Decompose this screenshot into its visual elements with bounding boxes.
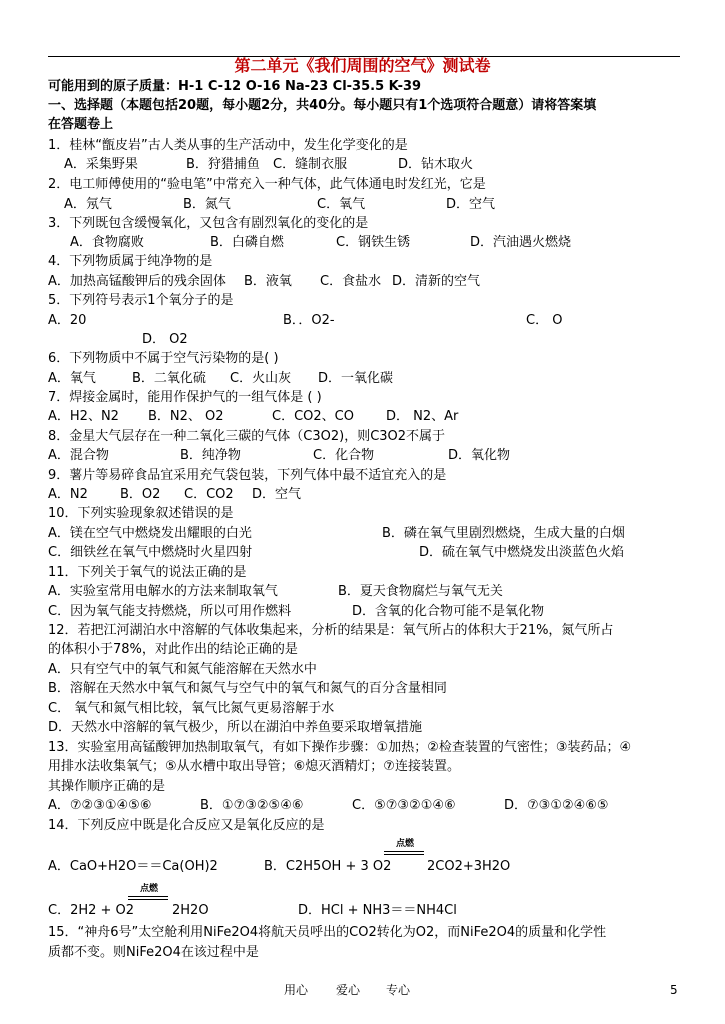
option-c: C．食盐水 [320, 274, 382, 289]
option-b: B．①⑦③②⑤④⑥ [200, 798, 304, 813]
option-a: A．只有空气中的氧气和氮气能溶解在天然水中 [48, 662, 317, 677]
question-stem: 9．薯片等易碎食品宜采用充气袋包装，下列气体中最不适宜充入的是 [48, 468, 447, 483]
option-b: B．夏天食物腐烂与氧气无关 [338, 584, 503, 599]
option-c: C． 氧气和氮气相比较，氧气比氮气更易溶解于水 [48, 701, 335, 716]
equation-bar [128, 896, 168, 897]
option-b: B．白磷自燃 [210, 235, 284, 250]
reaction-condition: 点燃 [140, 884, 159, 894]
option-b: B．狩猎捕鱼 [186, 157, 260, 172]
question-stem: 8．金星大气层存在一种二氧化三碳的气体（C3O2)，则C3O2不属于 [48, 429, 446, 444]
equation-bar [384, 851, 424, 852]
option-a: A．CaO+H2O＝＝Ca(OH)2 [48, 859, 218, 874]
question-stem: 6．下列物质中不属于空气污染物的是( ) [48, 351, 279, 366]
option-a: A．⑦②③①④⑤⑥ [48, 798, 152, 813]
question-stem: 11．下列关于氧气的说法正确的是 [48, 565, 247, 580]
question-stem-cont: 其操作顺序正确的是 [48, 779, 166, 794]
option-c: C．因为氧气能支持燃烧，所以可用作燃料 [48, 604, 292, 619]
question-stem: 14．下列反应中既是化合反应又是氧化反应的是 [48, 818, 325, 833]
option-c: C．氧气 [317, 197, 366, 212]
atomic-masses: 可能用到的原子质量：H-1 C-12 O-16 Na-23 Cl-35.5 K-39 [48, 79, 422, 94]
option-c: C．⑤⑦③②①④⑥ [352, 798, 456, 813]
question-stem: 4．下列物质属于纯净物的是 [48, 254, 213, 269]
option-a: A．加热高锰酸钾后的残余固体 [48, 274, 226, 289]
equation-bar [128, 899, 168, 900]
question-stem-cont: 质都不变。则NiFe2O4在该过程中是 [48, 945, 259, 960]
option-c: C．钢铁生锈 [336, 235, 411, 250]
option-c: C． O [526, 313, 563, 328]
section-heading-cont: 在答题卷上 [48, 117, 114, 132]
option-b: B．纯净物 [180, 448, 241, 463]
option-c: C．化合物 [313, 448, 375, 463]
option-d: D．硫在氧气中燃烧发出淡蓝色火焰 [419, 545, 625, 560]
option-d: D．氧化物 [448, 448, 511, 463]
option-b: B．液氧 [244, 274, 292, 289]
option-b-products: 2CO2+3H2O [427, 859, 511, 874]
option-a: A．氧气 [48, 371, 96, 386]
option-b: B．磷在氧气里剧烈燃烧，生成大量的白烟 [382, 526, 625, 541]
option-a: A．混合物 [48, 448, 109, 463]
footer-text: 用心 [284, 983, 309, 997]
option-b: B．溶解在天然水中氧气和氮气与空气中的氧气和氮气的百分含量相同 [48, 681, 447, 696]
option-c: C．细铁丝在氧气中燃烧时火星四射 [48, 545, 253, 560]
option-d: D．清新的空气 [392, 274, 481, 289]
equation-bar [384, 854, 424, 855]
option-a: A．氖气 [64, 197, 112, 212]
option-c-products: 2H2O [172, 903, 209, 918]
option-a: A．N2 [48, 487, 88, 502]
option-d: D． O2 [142, 332, 188, 347]
option-d: D．汽油遇火燃烧 [470, 235, 572, 250]
option-a: A．采集野果 [64, 157, 138, 172]
option-d: D． N2、Ar [386, 409, 459, 424]
option-c: C．缝制衣服 [273, 157, 348, 172]
footer-text: 专心 [386, 983, 411, 997]
option-b: B．．O2- [283, 313, 335, 328]
question-stem: 7．焊接金属时，能用作保护气的一组气体是 ( ) [48, 390, 322, 405]
option-d: D．空气 [446, 197, 496, 212]
option-b: B．氮气 [183, 197, 231, 212]
option-d: D．HCl + NH3＝＝NH4Cl [298, 903, 457, 918]
option-a: A．镁在空气中燃烧发出耀眼的白光 [48, 526, 252, 541]
question-stem-cont: 用排水法收集氧气；⑤从水槽中取出导管；⑥熄灭酒精灯；⑦连接装置。 [48, 759, 460, 774]
question-stem: 13．实验室用高锰酸钾加热制取氧气，有如下操作步骤：①加热；②检查装置的气密性；③装药品；④ [48, 740, 632, 755]
option-d: D．含氧的化合物可能不是氧化物 [352, 604, 545, 619]
section-heading: 一、选择题（本题包括20题，每小题2分，共40分。每小题只有1个选项符合题意）请将答案填 [48, 98, 597, 113]
option-c: C．火山灰 [230, 371, 292, 386]
option-a: A．20 [48, 313, 87, 328]
question-stem: 5．下列符号表示1个氧分子的是 [48, 293, 234, 308]
option-a: A．实验室常用电解水的方法来制取氧气 [48, 584, 278, 599]
question-stem: 1．桂林“甑皮岩”古人类从事的生产活动中，发生化学变化的是 [48, 138, 408, 153]
question-stem: 10．下列实验现象叙述错误的是 [48, 506, 234, 521]
option-a: A．H2、N2 [48, 409, 119, 424]
option-b: B．二氧化硫 [132, 371, 206, 386]
question-stem: 2．电工师傅使用的“验电笔”中常充入一种气体，此气体通电时发红光，它是 [48, 177, 486, 192]
page-number: 5 [670, 983, 678, 997]
option-b: B．O2 [120, 487, 161, 502]
option-b-reactants: B．C2H5OH + 3 O2 [264, 859, 392, 874]
question-stem: 15．“神舟6号”太空舱利用NiFe2O4将航天员呼出的CO2转化为O2，而NiFe2O4的质量和化学性 [48, 925, 607, 940]
option-a: A．食物腐败 [70, 235, 144, 250]
question-stem: 3．下列既包含缓慢氧化，又包含有剧烈氧化的变化的是 [48, 216, 369, 231]
option-d: D．一氧化碳 [318, 371, 394, 386]
footer-text: 爱心 [336, 983, 361, 997]
option-c-reactants: C．2H2 + O2 [48, 903, 135, 918]
option-d: D．钻木取火 [398, 157, 474, 172]
option-d: D．空气 [252, 487, 302, 502]
option-b: B．N2、 O2 [148, 409, 224, 424]
option-d: D．天然水中溶解的氧气极少，所以在湖泊中养鱼要采取增氧措施 [48, 720, 423, 735]
question-stem-cont: 的体积小于78%，对此作出的结论正确的是 [48, 642, 298, 657]
question-stem: 12．若把江河湖泊水中溶解的气体收集起来，分析的结果是：氧气所占的体积大于21%，氮气所占 [48, 623, 614, 638]
reaction-condition: 点燃 [396, 839, 415, 849]
option-c: C．CO2、CO [272, 409, 354, 424]
page-title: 第二单元《我们周围的空气》测试卷 [234, 56, 491, 75]
option-c: C．CO2 [184, 487, 234, 502]
option-d: D．⑦③①②④⑥⑤ [504, 798, 609, 813]
